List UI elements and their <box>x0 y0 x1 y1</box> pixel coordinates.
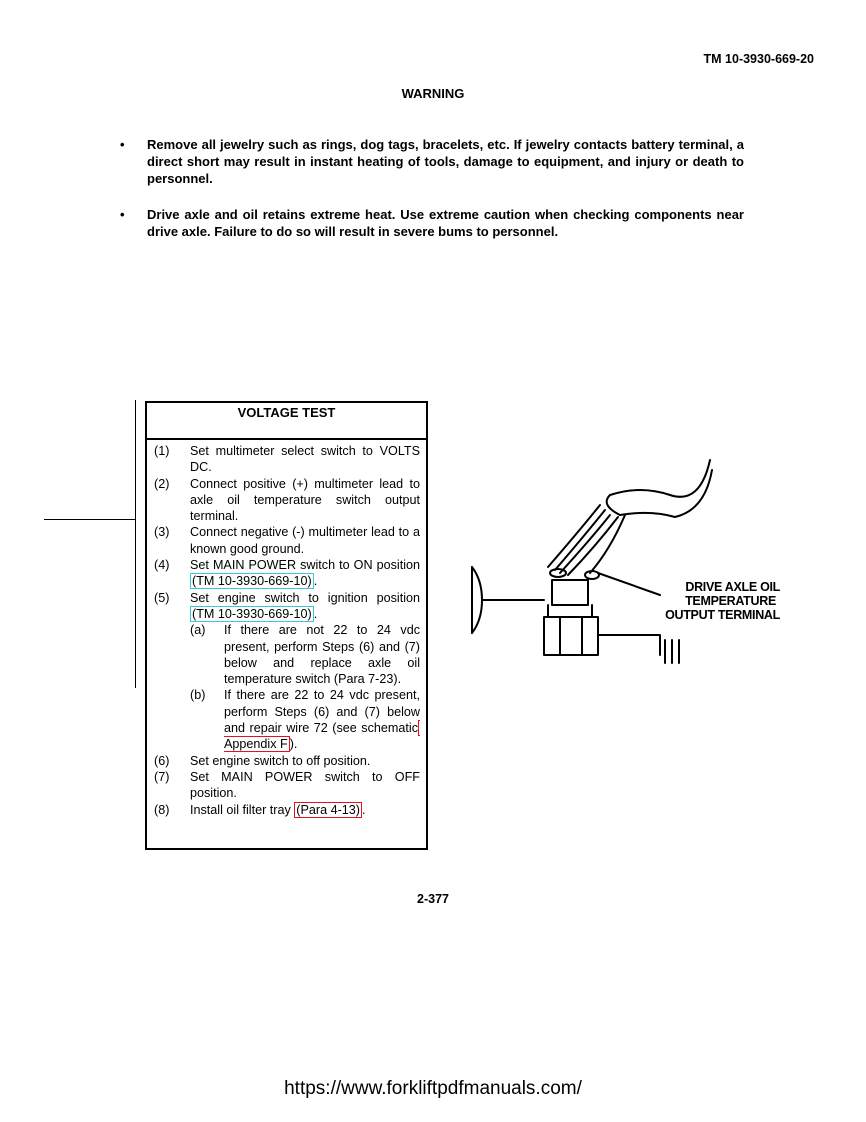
callout-line: DRIVE AXLE OIL <box>685 580 780 594</box>
tm-reference-link[interactable]: (TM 10-3930-669-10) <box>192 606 312 621</box>
leader-line <box>44 519 136 520</box>
step-text-part: . <box>361 802 366 817</box>
bullet-icon: • <box>120 137 125 152</box>
step-number: (3) <box>154 525 170 540</box>
bullet-icon: • <box>120 207 125 222</box>
substep-letter: (b) <box>190 688 206 703</box>
appendix-link[interactable]: Appendix F <box>224 720 420 752</box>
para-reference-link[interactable]: (Para 4-13) <box>296 802 360 817</box>
step-text-part: Set engine switch to ignition position <box>190 590 420 605</box>
step-4 <box>154 557 420 590</box>
step-5 <box>154 590 420 623</box>
change-bar <box>135 400 136 688</box>
warning-bullet-text: Remove all jewelry such as rings, dog tags, bracelets, etc. If jewelry contacts battery terminal, a direct short may result in instant heating of tools, damage to equipment, and injury or death to personnel. <box>147 137 744 186</box>
substep-letter: (a) <box>190 623 206 638</box>
step-text: Connect positive (+) multimeter lead to axle oil temperature switch output terminal. <box>190 476 420 524</box>
step-text-part: ). <box>289 737 298 752</box>
step-number: (7) <box>154 769 170 784</box>
step-text <box>190 802 420 818</box>
step-text: Connect negative (-) multimeter lead to a known good ground. <box>190 525 420 556</box>
step-3 <box>154 524 420 557</box>
step-1 <box>154 443 420 476</box>
step-text: Set MAIN POWER switch to OFF position. <box>190 769 420 801</box>
step-text: Set multimeter select switch to VOLTS DC. <box>190 444 420 475</box>
document-number: TM 10-3930-669-20 <box>703 52 814 66</box>
step-7 <box>154 769 420 802</box>
voltage-test-box <box>145 401 428 850</box>
step-8 <box>154 802 420 818</box>
substep-b <box>190 687 420 752</box>
voltage-test-steps <box>147 440 426 818</box>
step-2 <box>154 476 420 525</box>
substep-text: If there are not 22 to 24 vdc present, perform Steps (6) and (7) below and replace axle oil temperature switch (Para 7-23). <box>224 623 420 687</box>
tm-reference-link[interactable]: (TM 10-3930-669-10) <box>192 574 312 589</box>
diagram-callout-label <box>640 580 780 622</box>
step-text <box>190 590 420 623</box>
step-text-part: . <box>313 574 318 589</box>
step-text-part: If there are 22 to 24 vdc present, perform Steps (6) and (7) below and repair wire 72 (see schematic <box>224 688 420 736</box>
step-text-part: Install oil filter tray <box>190 802 295 817</box>
footer-url-link[interactable]: https://www.forkliftpdfmanuals.com/ <box>284 1078 582 1099</box>
step-text <box>190 557 420 590</box>
warning-bullet-text: Drive axle and oil retains extreme heat. Use extreme caution when checking components near drive axle. Failure to do so will result in severe bums to personnel. <box>147 207 744 239</box>
step-number: (6) <box>154 753 170 768</box>
step-number: (5) <box>154 590 170 605</box>
substep-text <box>224 687 420 752</box>
step-number: (4) <box>154 558 170 573</box>
step-text-part: . <box>313 606 318 621</box>
step-6 <box>154 753 420 769</box>
step-number: (2) <box>154 476 170 491</box>
axle-temperature-switch-diagram <box>460 455 790 670</box>
voltage-test-title: VOLTAGE TEST <box>147 403 426 440</box>
step-text-part: Set MAIN POWER switch to ON position <box>190 558 420 573</box>
warning-heading: WARNING <box>401 86 465 101</box>
step-number: (8) <box>154 802 170 817</box>
callout-line: TEMPERATURE <box>685 594 776 608</box>
warning-bullet <box>120 136 744 187</box>
substep-a <box>190 622 420 687</box>
warning-bullet <box>120 206 744 240</box>
callout-line: OUTPUT TERMINAL <box>665 608 780 622</box>
step-number: (1) <box>154 444 170 458</box>
page-number: 2-377 <box>417 892 449 906</box>
step-text: Set engine switch to off position. <box>190 753 371 768</box>
